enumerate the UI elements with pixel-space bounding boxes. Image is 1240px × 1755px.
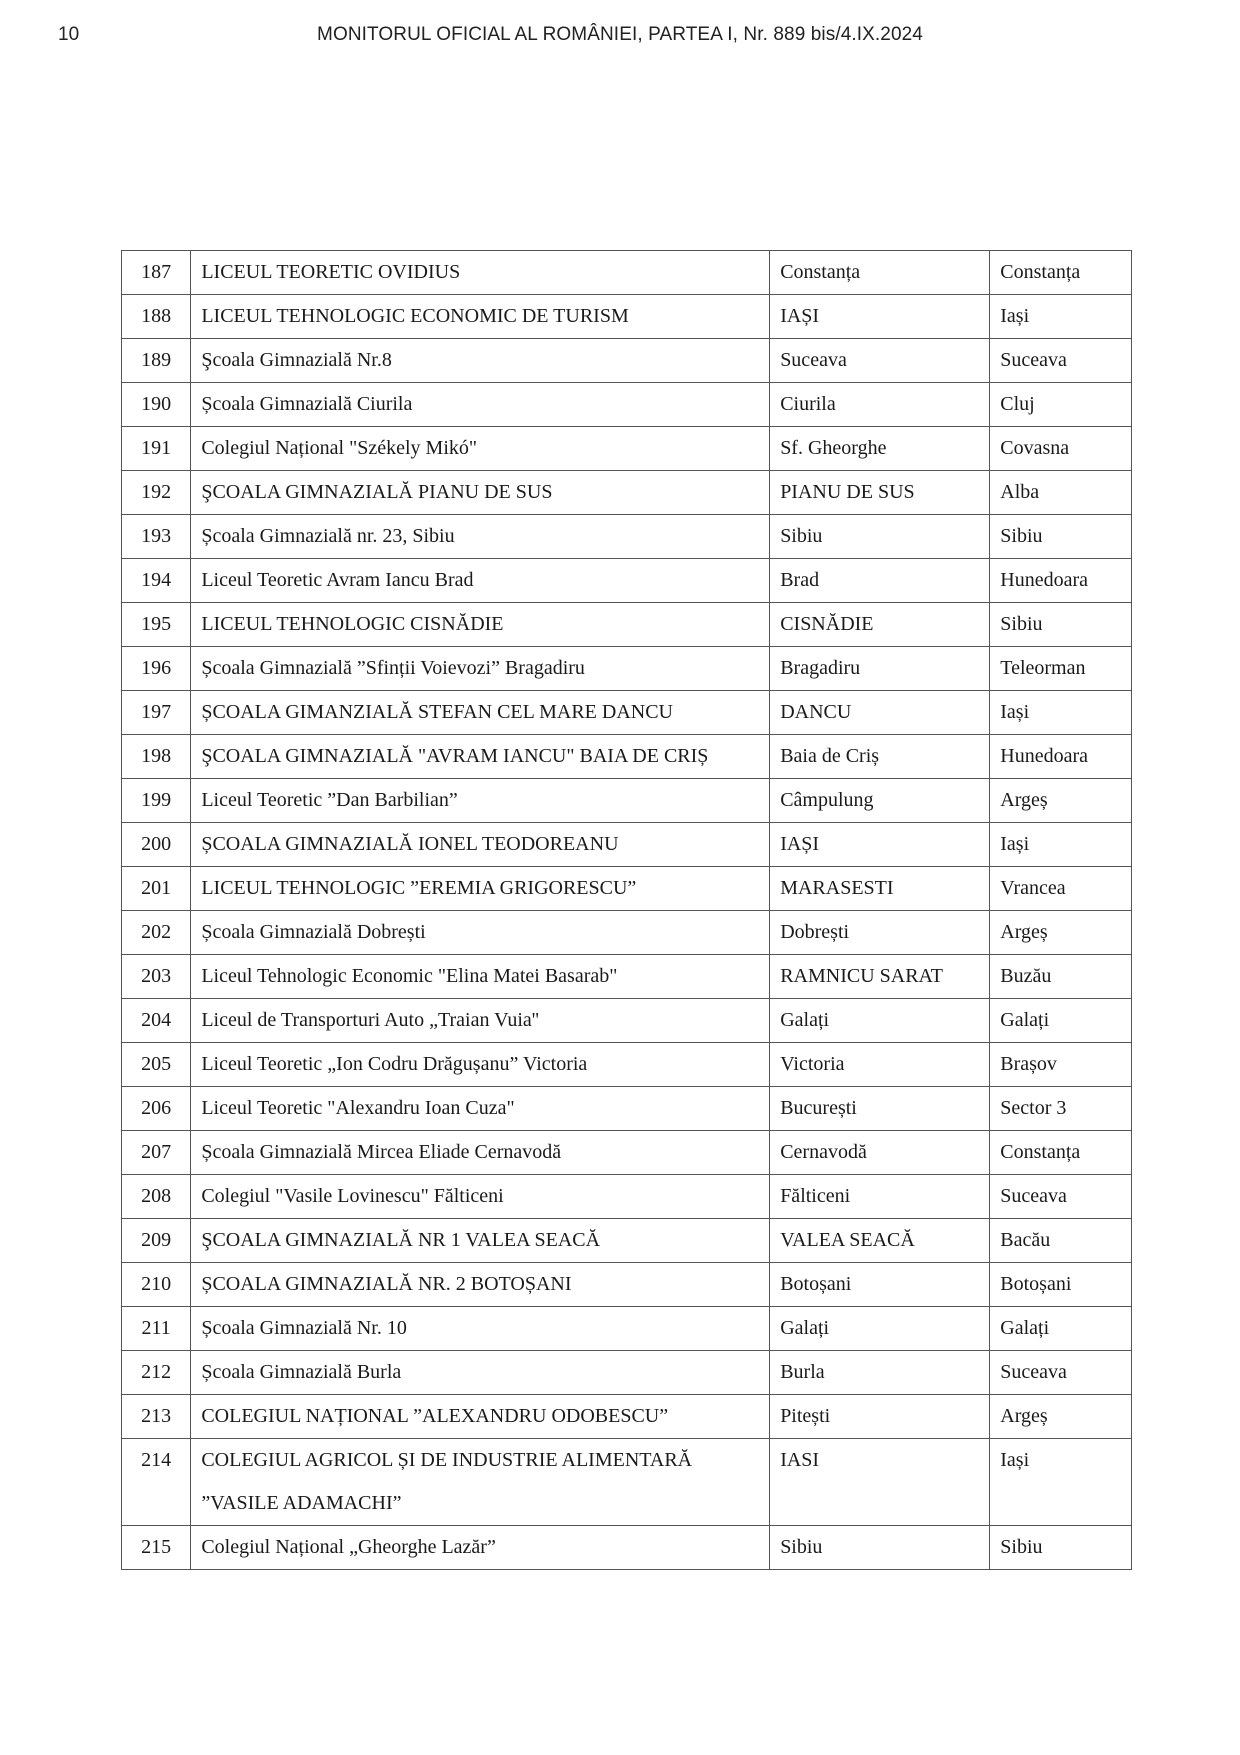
locality-cell: IASI — [770, 1439, 990, 1526]
county-cell: Bacău — [990, 1219, 1132, 1263]
school-name-cell: LICEUL TEHNOLOGIC ”EREMIA GRIGORESCU” — [191, 867, 770, 911]
table-row — [122, 691, 1132, 735]
school-name-cell: LICEUL TEHNOLOGIC CISNĂDIE — [191, 603, 770, 647]
table-row — [122, 427, 1132, 471]
table-row — [122, 1263, 1132, 1307]
table-row — [122, 1087, 1132, 1131]
locality-cell: Pitești — [770, 1395, 990, 1439]
locality-cell: Bragadiru — [770, 647, 990, 691]
locality-cell: CISNĂDIE — [770, 603, 990, 647]
county-cell: Botoșani — [990, 1263, 1132, 1307]
county-cell: Cluj — [990, 383, 1132, 427]
school-name-cell: Școala Gimnazială Burla — [191, 1351, 770, 1395]
table-row — [122, 1439, 1132, 1526]
locality-cell: Ciurila — [770, 383, 990, 427]
row-number-cell: 208 — [122, 1175, 191, 1219]
county-cell: Constanța — [990, 251, 1132, 295]
table-row — [122, 251, 1132, 295]
row-number-cell: 203 — [122, 955, 191, 999]
school-name-cell: Școala Gimnazială ”Sfinții Voievozi” Bragadiru — [191, 647, 770, 691]
locality-cell: Constanța — [770, 251, 990, 295]
county-cell: Iași — [990, 1439, 1132, 1526]
school-name-cell: Liceul Teoretic "Alexandru Ioan Cuza" — [191, 1087, 770, 1131]
row-number-cell: 197 — [122, 691, 191, 735]
locality-cell: IAȘI — [770, 823, 990, 867]
row-number-cell: 191 — [122, 427, 191, 471]
locality-cell: Botoșani — [770, 1263, 990, 1307]
table-row — [122, 1219, 1132, 1263]
table-row — [122, 559, 1132, 603]
school-name-cell: ȘCOALA GIMNAZIALĂ IONEL TEODOREANU — [191, 823, 770, 867]
school-name-cell: ȘCOALA GIMANZIALĂ STEFAN CEL MARE DANCU — [191, 691, 770, 735]
school-name-cell: Liceul Teoretic Avram Iancu Brad — [191, 559, 770, 603]
school-name-cell: COLEGIUL AGRICOL ȘI DE INDUSTRIE ALIMENTARĂ ”VASILE ADAMACHI” — [191, 1439, 770, 1526]
row-number-cell: 195 — [122, 603, 191, 647]
county-cell: Covasna — [990, 427, 1132, 471]
county-cell: Brașov — [990, 1043, 1132, 1087]
locality-cell: Galați — [770, 1307, 990, 1351]
school-name-cell: Liceul Tehnologic Economic "Elina Matei Basarab" — [191, 955, 770, 999]
school-name-cell: ŞCOALA GIMNAZIALĂ "AVRAM IANCU" BAIA DE CRIȘ — [191, 735, 770, 779]
row-number-cell: 193 — [122, 515, 191, 559]
county-cell: Sector 3 — [990, 1087, 1132, 1131]
county-cell: Argeș — [990, 1395, 1132, 1439]
school-name-cell: Colegiul Național „Gheorghe Lazăr” — [191, 1526, 770, 1570]
county-cell: Argeș — [990, 779, 1132, 823]
county-cell: Vrancea — [990, 867, 1132, 911]
row-number-cell: 188 — [122, 295, 191, 339]
table-row — [122, 1131, 1132, 1175]
locality-cell: IAȘI — [770, 295, 990, 339]
table-row — [122, 647, 1132, 691]
locality-cell: VALEA SEACĂ — [770, 1219, 990, 1263]
school-name-cell: COLEGIUL NAȚIONAL ”ALEXANDRU ODOBESCU” — [191, 1395, 770, 1439]
county-cell: Galați — [990, 1307, 1132, 1351]
table-body — [122, 251, 1132, 1570]
row-number-cell: 196 — [122, 647, 191, 691]
school-name-cell: ŞCOALA GIMNAZIALĂ PIANU DE SUS — [191, 471, 770, 515]
county-cell: Galați — [990, 999, 1132, 1043]
school-name-cell: Școala Gimnazială Nr. 10 — [191, 1307, 770, 1351]
locality-cell: Burla — [770, 1351, 990, 1395]
row-number-cell: 198 — [122, 735, 191, 779]
county-cell: Suceava — [990, 339, 1132, 383]
county-cell: Teleorman — [990, 647, 1132, 691]
locality-cell: Victoria — [770, 1043, 990, 1087]
row-number-cell: 194 — [122, 559, 191, 603]
row-number-cell: 205 — [122, 1043, 191, 1087]
school-name-cell: Școala Gimnazială Dobrești — [191, 911, 770, 955]
school-name-cell: Şcoala Gimnazială Nr.8 — [191, 339, 770, 383]
table-row — [122, 779, 1132, 823]
table-row — [122, 867, 1132, 911]
county-cell: Sibiu — [990, 1526, 1132, 1570]
row-number-cell: 190 — [122, 383, 191, 427]
row-number-cell: 192 — [122, 471, 191, 515]
row-number-cell: 202 — [122, 911, 191, 955]
row-number-cell: 187 — [122, 251, 191, 295]
row-number-cell: 214 — [122, 1439, 191, 1526]
row-number-cell: 215 — [122, 1526, 191, 1570]
county-cell: Suceava — [990, 1175, 1132, 1219]
locality-cell: Sibiu — [770, 515, 990, 559]
county-cell: Iași — [990, 295, 1132, 339]
table-row — [122, 911, 1132, 955]
school-name-cell: Liceul Teoretic „Ion Codru Drăgușanu” Victoria — [191, 1043, 770, 1087]
locality-cell: Câmpulung — [770, 779, 990, 823]
table-row — [122, 1175, 1132, 1219]
county-cell: Suceava — [990, 1351, 1132, 1395]
table-row — [122, 383, 1132, 427]
table-row — [122, 1526, 1132, 1570]
school-name-cell: Școala Gimnazială Mircea Eliade Cernavodă — [191, 1131, 770, 1175]
school-name-cell: Liceul de Transporturi Auto „Traian Vuia'' — [191, 999, 770, 1043]
school-name-cell: Școala Gimnazială Ciurila — [191, 383, 770, 427]
locality-cell: MARASESTI — [770, 867, 990, 911]
locality-cell: Galați — [770, 999, 990, 1043]
locality-cell: Baia de Criș — [770, 735, 990, 779]
table-row — [122, 999, 1132, 1043]
locality-cell: Dobrești — [770, 911, 990, 955]
locality-cell: DANCU — [770, 691, 990, 735]
row-number-cell: 201 — [122, 867, 191, 911]
locality-cell: Cernavodă — [770, 1131, 990, 1175]
school-name-cell: LICEUL TEORETIC OVIDIUS — [191, 251, 770, 295]
row-number-cell: 207 — [122, 1131, 191, 1175]
locality-cell: Sf. Gheorghe — [770, 427, 990, 471]
row-number-cell: 209 — [122, 1219, 191, 1263]
school-name-cell: LICEUL TEHNOLOGIC ECONOMIC DE TURISM — [191, 295, 770, 339]
school-name-cell: Liceul Teoretic ”Dan Barbilian” — [191, 779, 770, 823]
table-row — [122, 1395, 1132, 1439]
county-cell: Buzău — [990, 955, 1132, 999]
locality-cell: RAMNICU SARAT — [770, 955, 990, 999]
row-number-cell: 189 — [122, 339, 191, 383]
school-name-cell: Școala Gimnazială nr. 23, Sibiu — [191, 515, 770, 559]
row-number-cell: 211 — [122, 1307, 191, 1351]
row-number-cell: 200 — [122, 823, 191, 867]
table-row — [122, 1351, 1132, 1395]
locality-cell: Fălticeni — [770, 1175, 990, 1219]
county-cell: Sibiu — [990, 603, 1132, 647]
locality-cell: București — [770, 1087, 990, 1131]
county-cell: Iași — [990, 691, 1132, 735]
row-number-cell: 204 — [122, 999, 191, 1043]
table-row — [122, 955, 1132, 999]
table-row — [122, 471, 1132, 515]
table-row — [122, 515, 1132, 559]
row-number-cell: 206 — [122, 1087, 191, 1131]
county-cell: Argeș — [990, 911, 1132, 955]
county-cell: Hunedoara — [990, 735, 1132, 779]
table-row — [122, 295, 1132, 339]
page-header-title: MONITORUL OFICIAL AL ROMÂNIEI, PARTEA I, Nr. 889 bis/4.IX.2024 — [317, 24, 923, 45]
county-cell: Constanța — [990, 1131, 1132, 1175]
table-row — [122, 1307, 1132, 1351]
row-number-cell: 213 — [122, 1395, 191, 1439]
schools-table — [121, 250, 1132, 1570]
table-row — [122, 1043, 1132, 1087]
county-cell: Alba — [990, 471, 1132, 515]
county-cell: Sibiu — [990, 515, 1132, 559]
table-row — [122, 339, 1132, 383]
school-name-cell: Colegiul Național "Székely Mikó" — [191, 427, 770, 471]
row-number-cell: 199 — [122, 779, 191, 823]
county-cell: Iași — [990, 823, 1132, 867]
locality-cell: Sibiu — [770, 1526, 990, 1570]
page-number: 10 — [58, 24, 80, 45]
locality-cell: Suceava — [770, 339, 990, 383]
school-name-cell: Colegiul "Vasile Lovinescu" Fălticeni — [191, 1175, 770, 1219]
locality-cell: Brad — [770, 559, 990, 603]
school-name-cell: ŞCOALA GIMNAZIALĂ NR 1 VALEA SEACĂ — [191, 1219, 770, 1263]
table-row — [122, 823, 1132, 867]
table-row — [122, 603, 1132, 647]
school-name-cell: ȘCOALA GIMNAZIALĂ NR. 2 BOTOȘANI — [191, 1263, 770, 1307]
locality-cell: PIANU DE SUS — [770, 471, 990, 515]
table-row — [122, 735, 1132, 779]
row-number-cell: 210 — [122, 1263, 191, 1307]
county-cell: Hunedoara — [990, 559, 1132, 603]
row-number-cell: 212 — [122, 1351, 191, 1395]
